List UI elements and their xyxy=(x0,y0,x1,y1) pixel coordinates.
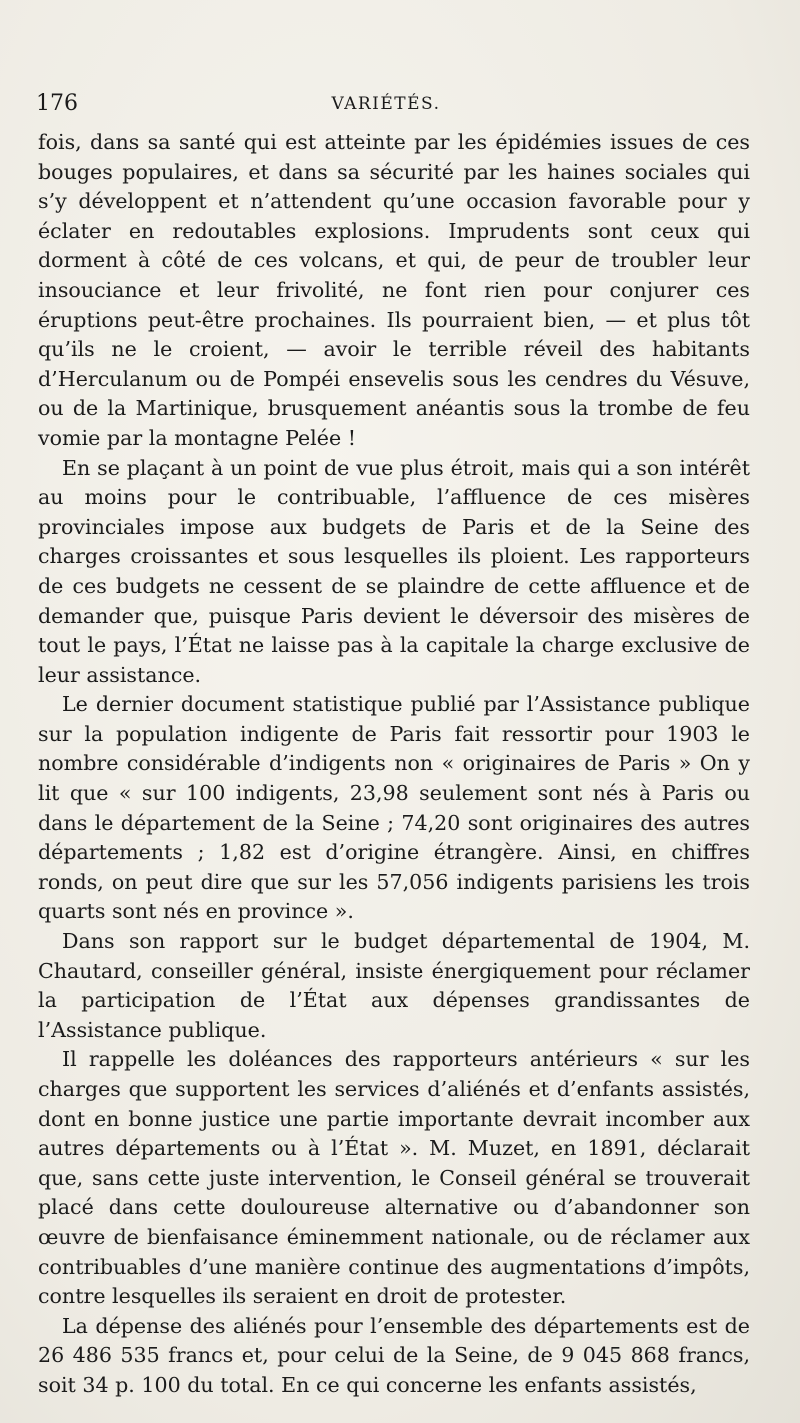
paragraph: La dépense des aliénés pour l’ensemble des départements est de 26 486 535 francs et, pour celui de la Seine, de 9 045 868 francs, soit 34 p. 100 du total. En ce qui concerne les enfants assistés, xyxy=(38,1313,750,1397)
paragraph: Dans son rapport sur le budget départemental de 1904, M. Chautard, conseiller général, insiste énergiquement pour réclamer la participation de l’État aux dépenses grandissantes de l’Assistance publique. xyxy=(38,929,750,1042)
running-title: VARIÉTÉS. xyxy=(331,94,441,114)
paragraph: Le dernier document statistique publié par l’Assistance publique sur la population indigente de Paris fait ressortir pour 1903 le nombre considérable d’indigents non « originaires de Paris » On y lit que « sur 100 indigents, 23,98 seulement sont nés à Paris ou dans le département de la Seine ; 74,20 sont originaires des autres départements ; 1,82 est d’origine étrangère. Ainsi, en chiffres ronds, on peut dire que sur les 57,056 indigents parisiens les trois quarts sont nés en province ». xyxy=(38,692,750,924)
page-header xyxy=(36,88,736,120)
paragraph: Il rappelle les doléances des rapporteurs antérieurs « sur les charges que supportent les services d’aliénés et d’enfants assistés, dont en bonne justice une partie importante devrait incomber aux autres départements ou à l’État ». M. Muzet, en 1891, déclarait que, sans cette juste intervention, le Conseil général se trouverait placé dans cette douloureuse alternative ou d’abandonner son œuvre de bienfaisance éminemment nationale, ou de réclamer aux contribuables d’une manière continue des augmentations d’impôts, contre lesquelles ils seraient en droit de protester. xyxy=(38,1047,750,1309)
paragraph: fois, dans sa santé qui est atteinte par les épidémies issues de ces bouges populaires, et dans sa sécurité par les haines sociales qui s’y développent et n’attendent qu’une occasion favorable pour y éclater en redoutables explosions. Imprudents sont ceux qui dorment à côté de ces volcans, et qui, de peur de troubler leur insouciance et leur frivolité, ne font rien pour conjurer ces éruptions peut-être prochaines. Ils pourraient bien, — et plus tôt qu’ils ne le croient, — avoir le terrible réveil des habitants d’Herculanum ou de Pompéi ensevelis sous les cendres du Vésuve, ou de la Martinique, brusquement anéantis sous la trombe de feu vomie par la montagne Pelée ! xyxy=(38,130,750,450)
page-number: 176 xyxy=(36,91,78,116)
page-body xyxy=(38,128,750,1401)
paragraph: En se plaçant à un point de vue plus étroit, mais qui a son intérêt au moins pour le contribuable, l’affluence de ces misères provinciales impose aux budgets de Paris et de la Seine des charges croissantes et sous lesquelles ils ploient. Les rapporteurs de ces budgets ne cessent de se plaindre de cette affluence et de demander que, puisque Paris devient le déversoir des misères de tout le pays, l’État ne laisse pas à la capitale la charge exclusive de leur assistance. xyxy=(38,455,750,687)
